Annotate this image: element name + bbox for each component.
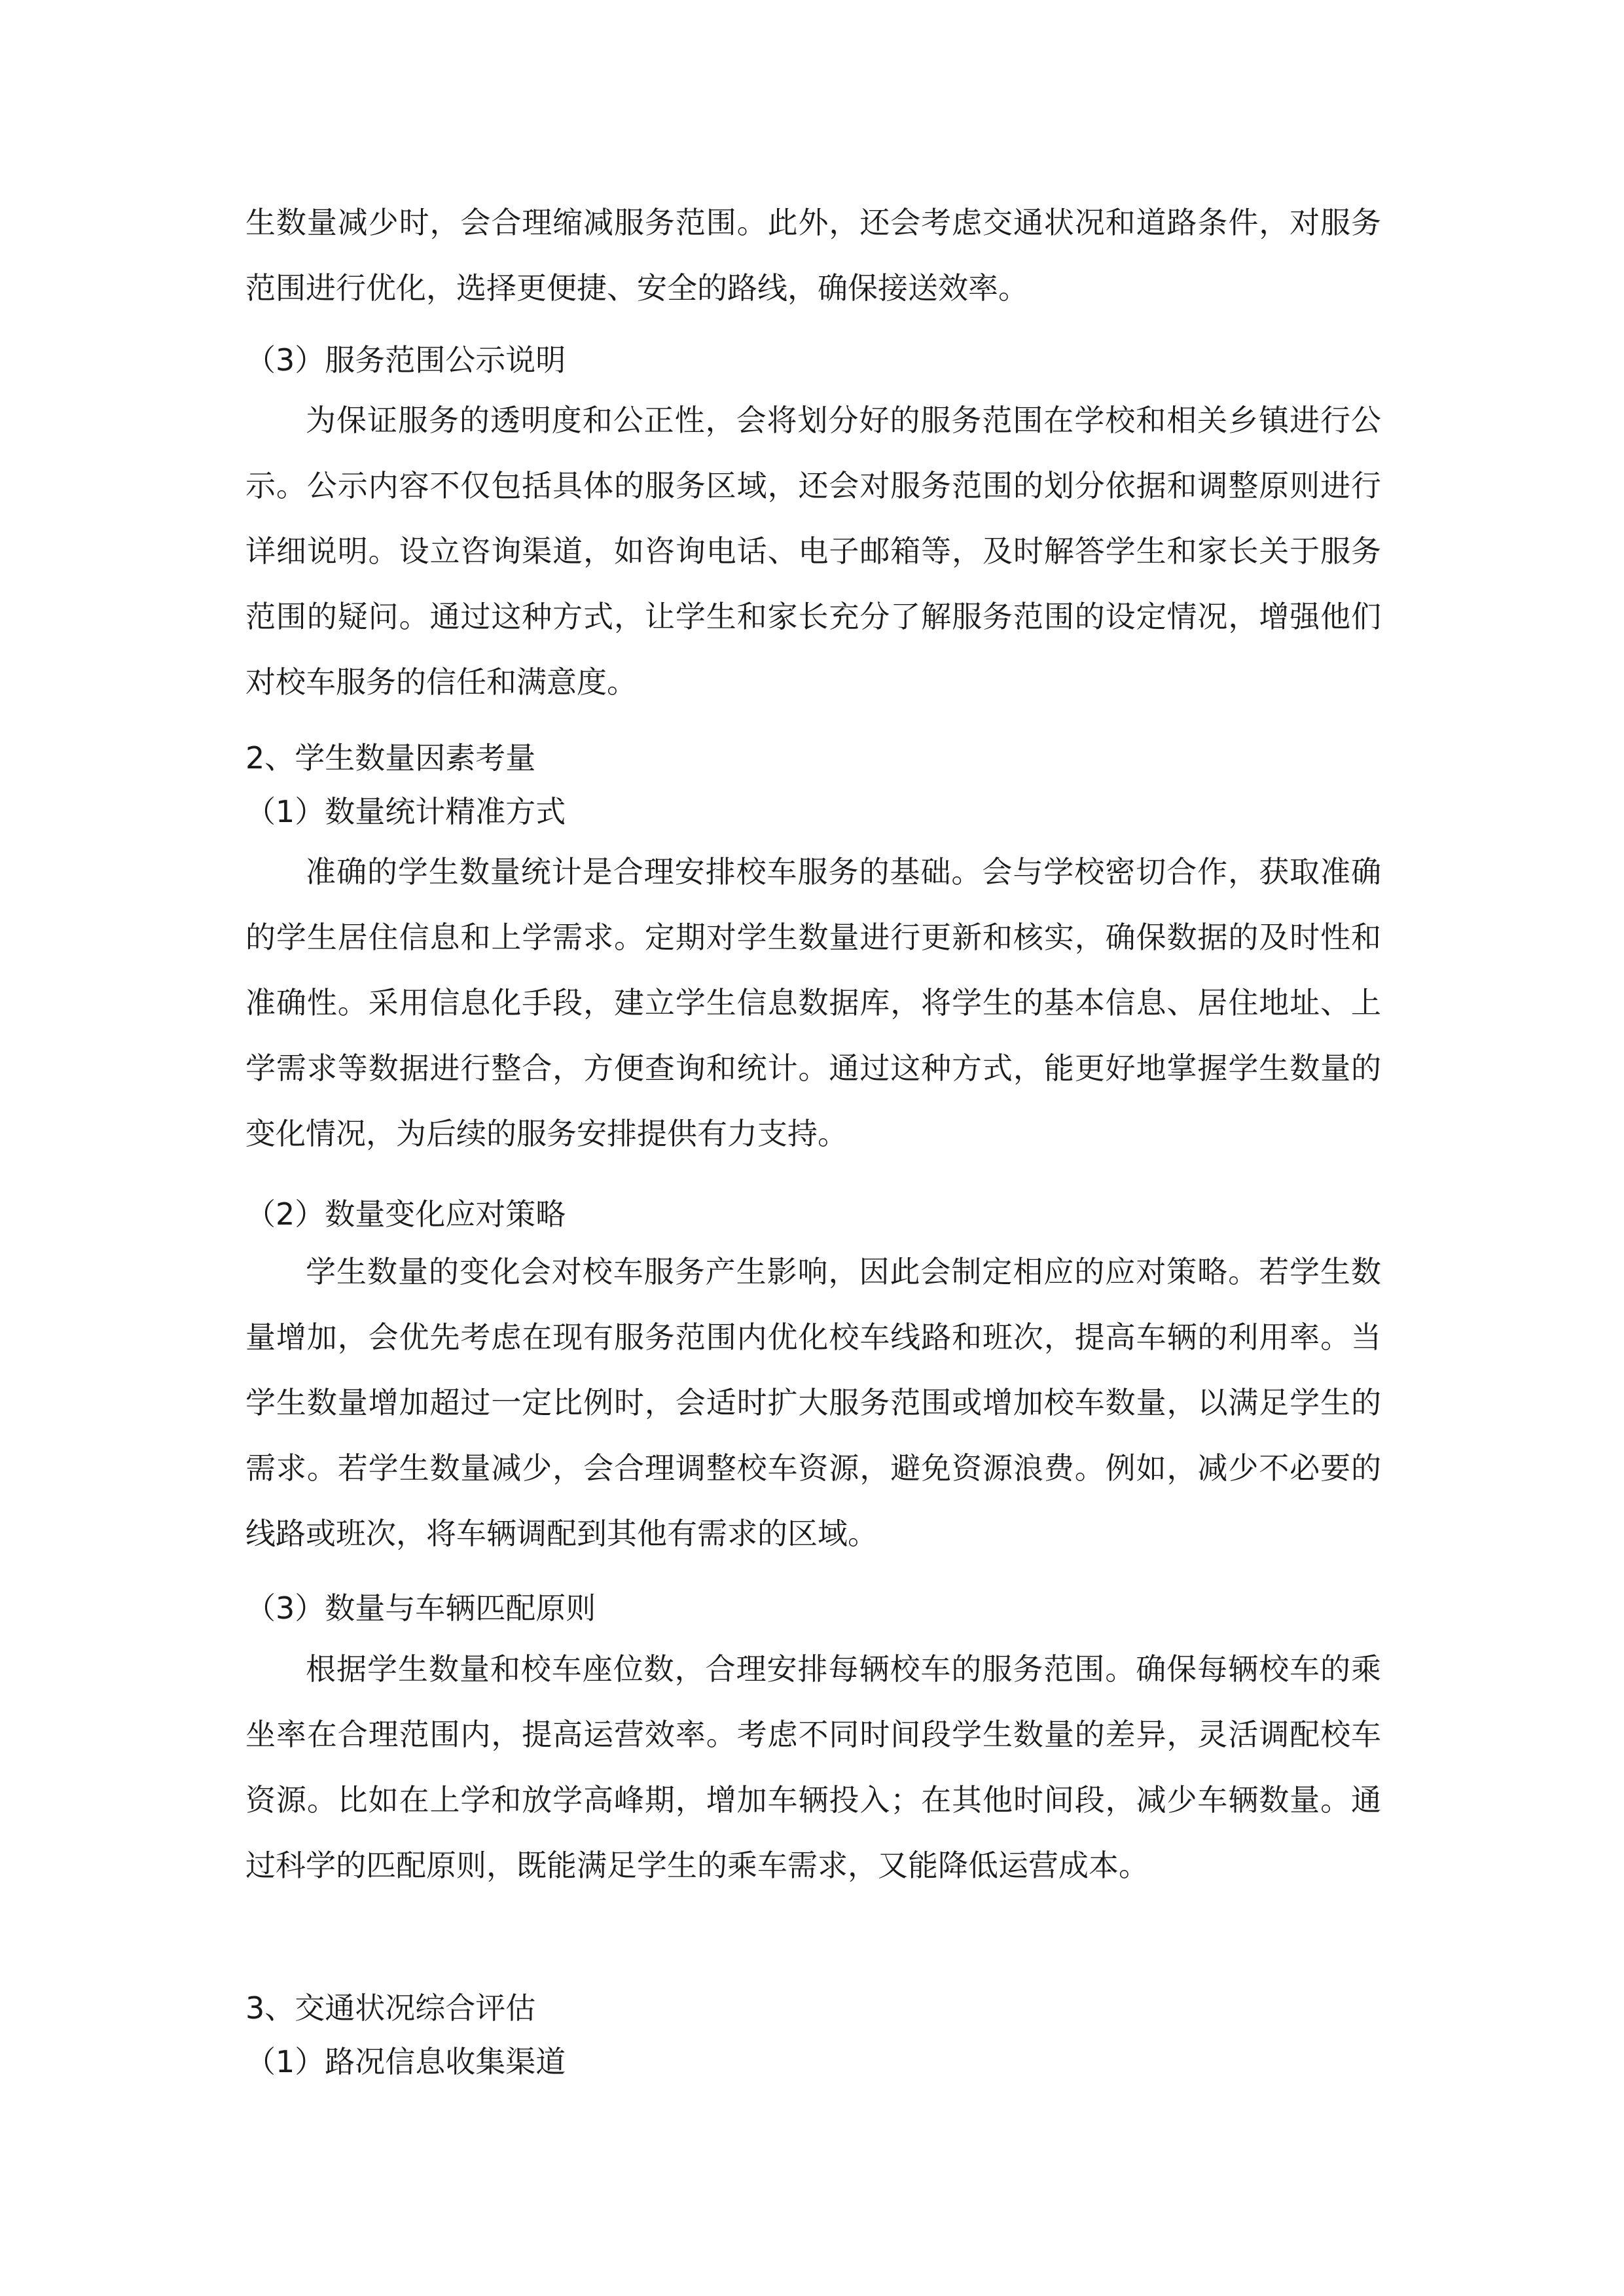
paragraph-continuation: 生数量减少时，会合理缩减服务范围。此外，还会考虑交通状况和道路条件，对服务范围进行优化，选择更便捷、安全的路线，确保接送效率。	[245, 205, 1381, 306]
heading-3-1: （1）路况信息收集渠道	[245, 2044, 566, 2079]
paragraph-1-3: 为保证服务的透明度和公正性，会将划分好的服务范围在学校和相关乡镇进行公示。公示内容不仅包括具体的服务区域，还会对服务范围的划分依据和调整原则进行详细说明。设立咨询渠道，如咨询电话、电子邮箱等，及时解答学生和家长关于服务范围的疑问。通过这种方式，让学生和家长充分了解服务范围的设定情况，增强他们对校车服务的信任和满意度。	[245, 403, 1381, 700]
heading-2-3: （3）数量与车辆匹配原则	[245, 1590, 596, 1626]
heading-2: 2、学生数量因素考量	[245, 740, 536, 776]
heading-2-2: （2）数量变化应对策略	[245, 1196, 566, 1232]
paragraph-2-2: 学生数量的变化会对校车服务产生影响，因此会制定相应的应对策略。若学生数量增加，会优先考虑在现有服务范围内优化校车线路和班次，提高车辆的利用率。当学生数量增加超过一定比例时，会适时扩大服务范围或增加校车数量，以满足学生的需求。若学生数量减少，会合理调整校车资源，避免资源浪费。例如，减少不必要的线路或班次，将车辆调配到其他有需求的区域。	[245, 1254, 1381, 1551]
heading-1-3: （3）服务范围公示说明	[245, 342, 566, 378]
paragraph-2-3: 根据学生数量和校车座位数，合理安排每辆校车的服务范围。确保每辆校车的乘坐率在合理范围内，提高运营效率。考虑不同时间段学生数量的差异，灵活调配校车资源。比如在上学和放学高峰期，增加车辆投入；在其他时间段，减少车辆数量。通过科学的匹配原则，既能满足学生的乘车需求，又能降低运营成本。	[245, 1651, 1381, 1883]
paragraph-2-1: 准确的学生数量统计是合理安排校车服务的基础。会与学校密切合作，获取准确的学生居住信息和上学需求。定期对学生数量进行更新和核实，确保数据的及时性和准确性。采用信息化手段，建立学生信息数据库，将学生的基本信息、居住地址、上学需求等数据进行整合，方便查询和统计。通过这种方式，能更好地掌握学生数量的变化情况，为后续的服务安排提供有力支持。	[245, 854, 1381, 1151]
heading-2-1: （1）数量统计精准方式	[245, 794, 566, 829]
heading-3: 3、交通状况综合评估	[245, 1990, 536, 2026]
